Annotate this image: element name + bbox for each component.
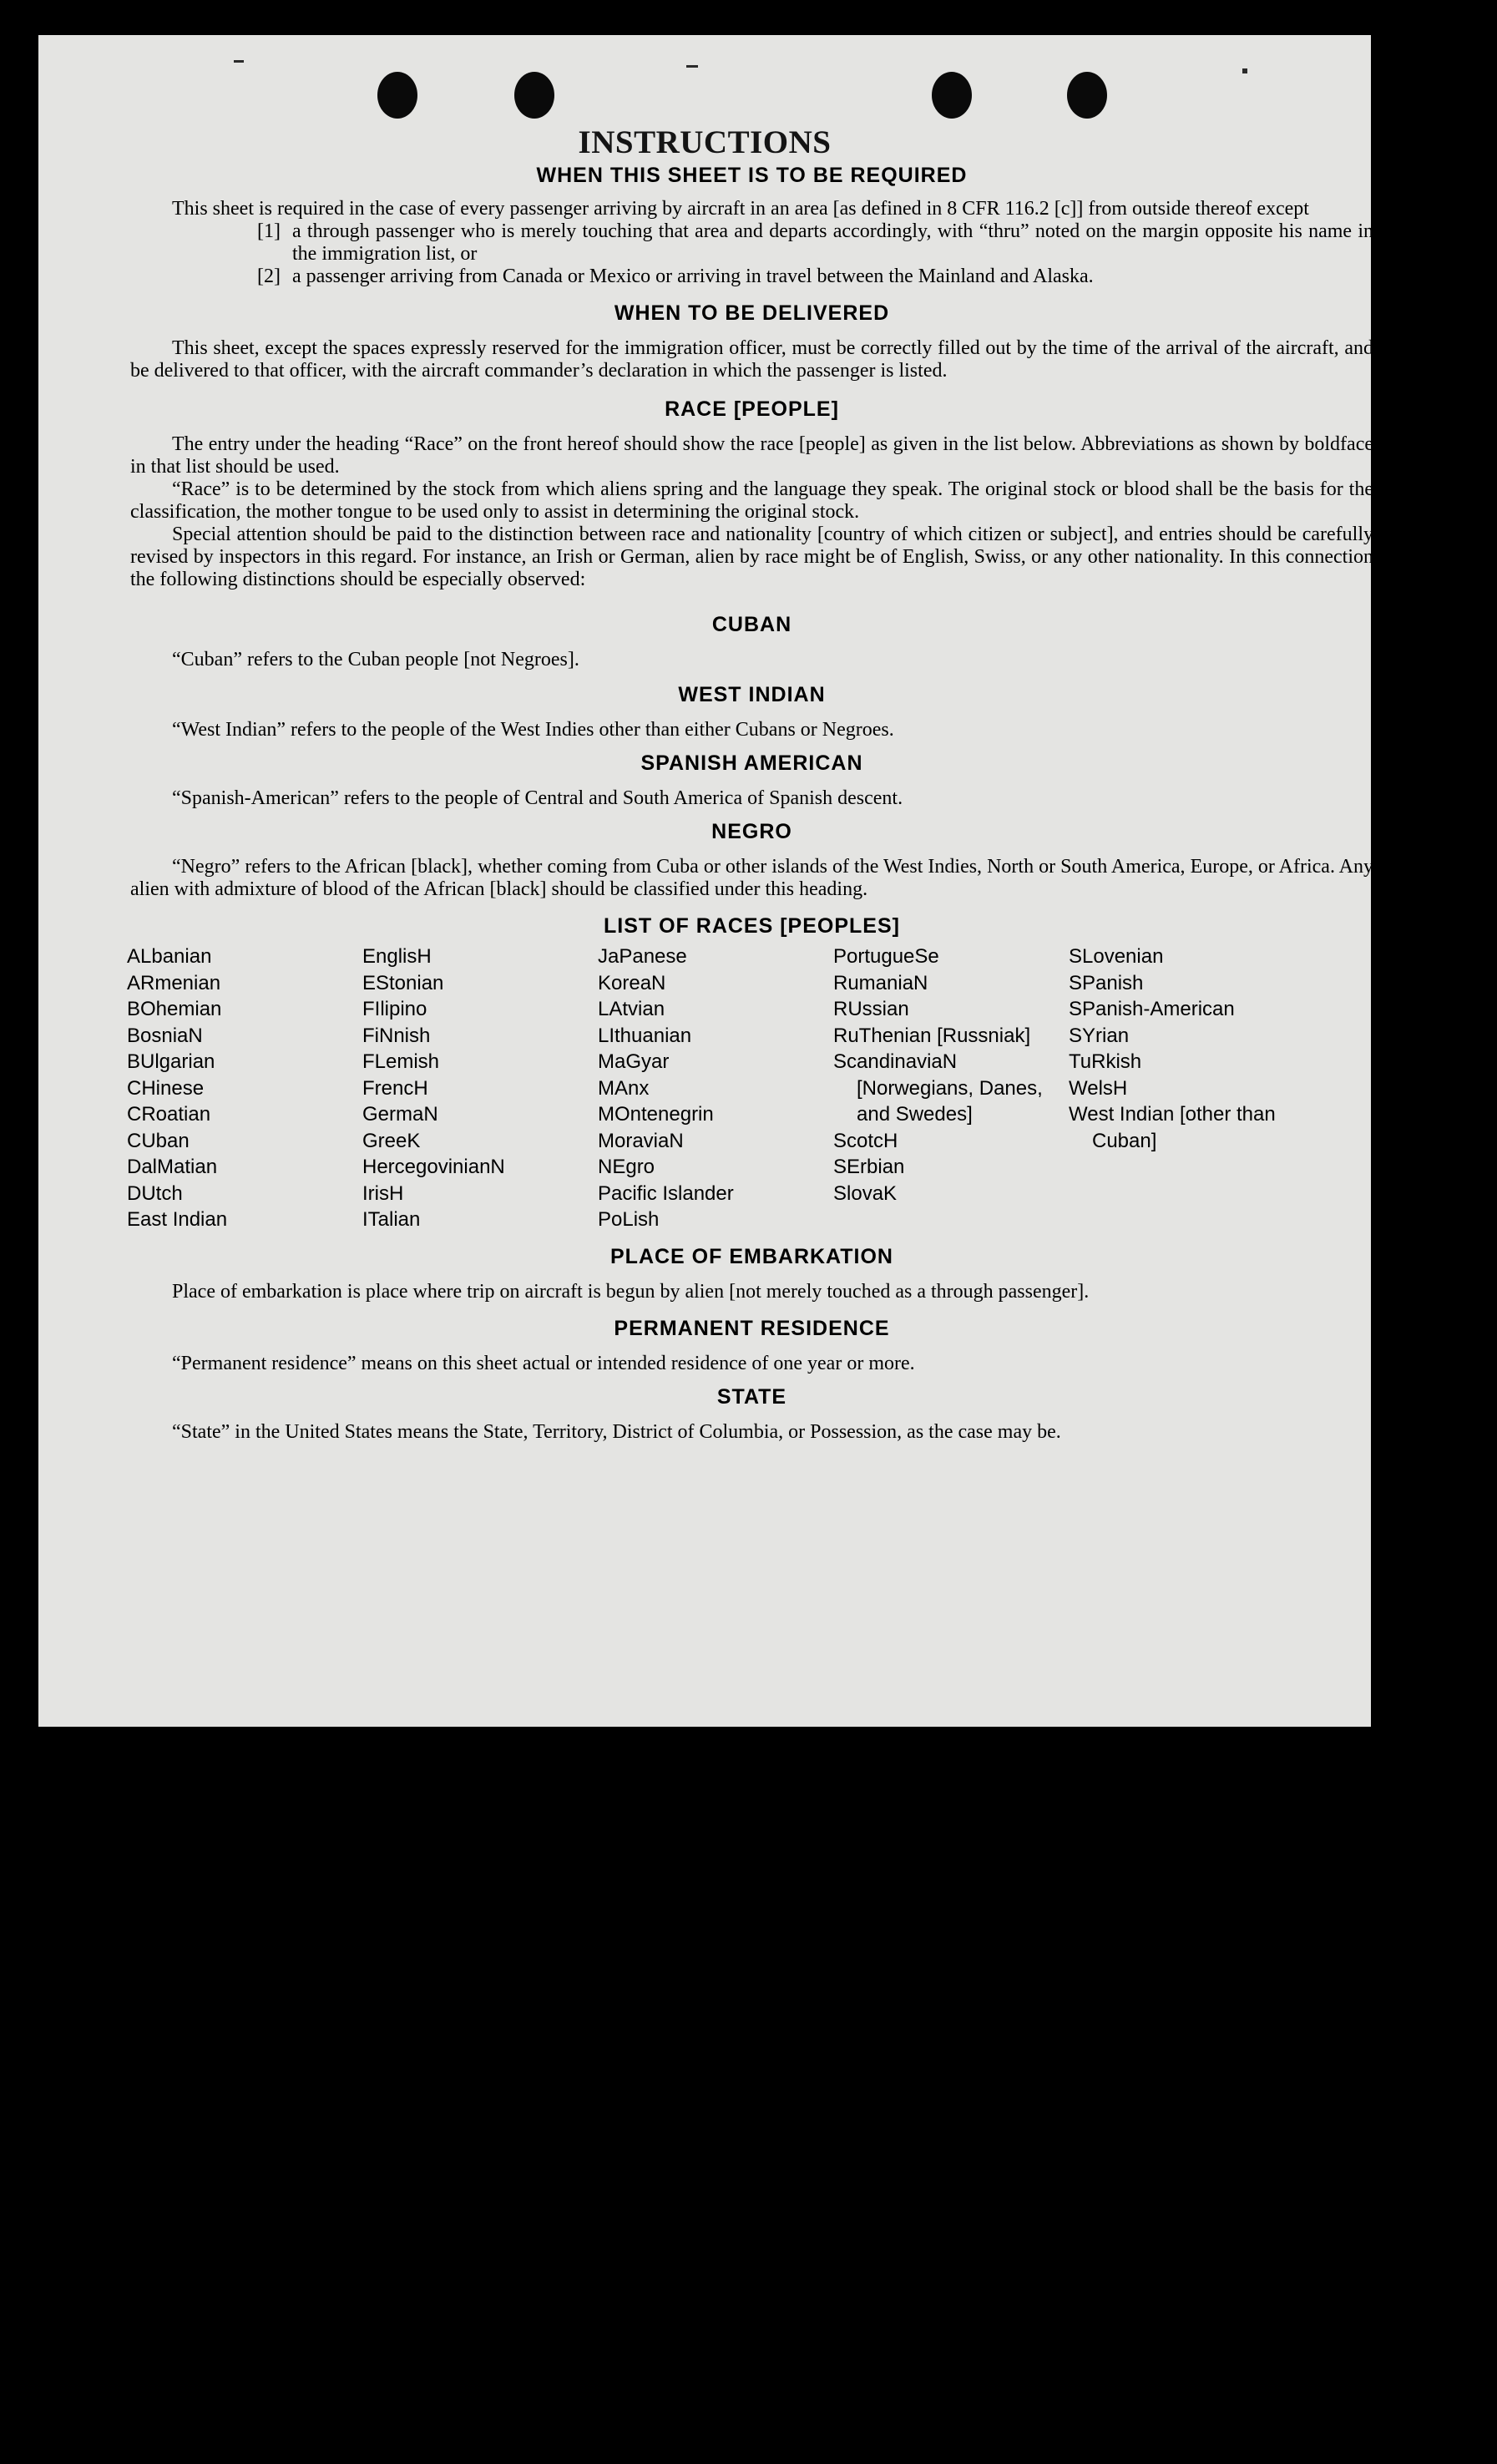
section-heading-permanent-residence: PERMANENT RESIDENCE xyxy=(614,1316,890,1340)
race-entry: Pacific Islander xyxy=(598,1181,734,1205)
race-entry: DUtch xyxy=(127,1181,183,1205)
when-required-text: This sheet is required in the case of every passenger arriving by aircraft in an area [as defined in 8 CFR 116.2 [c]] from outside thereof except xyxy=(172,198,1309,220)
race-entry: EStonian xyxy=(362,971,444,994)
race-paragraph: The entry under the heading “Race” on the front hereof should show the race [people] as given in the list below. Abbreviations as shown by boldface in that list should be used. xyxy=(130,433,1373,478)
race-entry: EnglisH xyxy=(362,945,432,968)
race-entry: SLovenian xyxy=(1069,945,1164,968)
section-heading-west-indian: WEST INDIAN xyxy=(678,683,826,706)
race-entry: PoLish xyxy=(598,1208,660,1231)
race-entry: BOhemian xyxy=(127,998,222,1020)
exception-item-number: [2] xyxy=(257,266,281,287)
scan-speck xyxy=(686,65,698,68)
race-entry: MAnx xyxy=(598,1076,650,1100)
race-entry: NEgro xyxy=(598,1156,655,1178)
scan-speck xyxy=(1242,68,1247,73)
section-heading-state: STATE xyxy=(716,1384,787,1409)
section-heading-when-delivered: WHEN TO BE DELIVERED xyxy=(614,301,890,325)
race-entry: IrisH xyxy=(362,1181,404,1205)
race-entry: ScotcH xyxy=(833,1129,898,1152)
race-entry: FIlipino xyxy=(362,998,427,1020)
race-column xyxy=(362,944,598,1233)
race-entry: SPanish xyxy=(1069,971,1144,994)
race-list xyxy=(127,944,1373,1233)
race-entry: FrencH xyxy=(362,1076,428,1100)
race-entry: LAtvian xyxy=(598,998,665,1020)
race-column xyxy=(598,944,833,1233)
exception-item-text: a passenger arriving from Canada or Mexico or arriving in travel between the Mainland and Alaska. xyxy=(292,266,1094,287)
race-entry: SYrian xyxy=(1069,1024,1130,1047)
punch-hole xyxy=(1067,72,1107,119)
race-paragraph: “Race” is to be determined by the stock from which aliens spring and the language they speak. The original stock or blood shall be the basis for the classification, the mother tongue to be used only to assist in determining the original stock. xyxy=(130,478,1373,523)
permanent-residence-text: “Permanent residence” means on this sheet actual or intended residence of one year or more. xyxy=(172,1352,915,1374)
race-entry: SlovaK xyxy=(833,1181,898,1205)
section-heading-negro: NEGRO xyxy=(711,820,792,843)
section-heading-list-of-races: LIST OF RACES [PEOPLES] xyxy=(604,914,900,938)
race-entry: DalMatian xyxy=(127,1156,218,1178)
race-entry: ALbanian xyxy=(127,945,212,968)
race-entry: ScandinaviaN [Norwegians, Danes, and Swedes] xyxy=(833,1050,1043,1126)
section-heading-race: RACE [PEOPLE] xyxy=(665,397,839,421)
race-entry: MoraviaN xyxy=(598,1129,684,1152)
cuban-text: “Cuban” refers to the Cuban people [not Negroes]. xyxy=(172,649,579,670)
race-column xyxy=(833,944,1069,1233)
section-heading-when-required: WHEN THIS SHEET IS TO BE REQUIRED xyxy=(536,164,968,187)
section-heading-embarkation: PLACE OF EMBARKATION xyxy=(610,1244,893,1268)
race-entry: PortugueSe xyxy=(833,945,939,968)
race-entry: RUssian xyxy=(833,998,909,1020)
race-entry: BUlgarian xyxy=(127,1050,215,1073)
embarkation-text: Place of embarkation is place where trip on aircraft is begun by alien [not merely touched as a through passenger]. xyxy=(172,1280,1090,1303)
spanish-american-text: “Spanish-American” refers to the people of Central and South America of Spanish descent. xyxy=(172,787,903,809)
race-entry: GreeK xyxy=(362,1129,421,1152)
race-column xyxy=(127,944,362,1233)
west-indian-text: “West Indian” refers to the people of the West Indies other than either Cubans or Negroes. xyxy=(172,719,894,741)
scan-speck xyxy=(234,60,244,63)
race-entry: MOntenegrin xyxy=(598,1103,714,1126)
punch-hole xyxy=(932,72,972,119)
race-entry: BosniaN xyxy=(127,1024,203,1047)
race-entry: CHinese xyxy=(127,1076,205,1100)
race-entry: HercegovinianN xyxy=(362,1156,505,1178)
race-entry: KoreaN xyxy=(598,971,666,994)
race-entry: CRoatian xyxy=(127,1103,211,1126)
race-entry: CUban xyxy=(127,1129,190,1152)
section-heading-spanish-american: SPANISH AMERICAN xyxy=(640,751,863,775)
race-entry: MaGyar xyxy=(598,1050,670,1073)
race-entry: ITalian xyxy=(362,1208,421,1231)
exception-item-number: [1] xyxy=(257,220,281,242)
when-delivered-text: This sheet, except the spaces expressly reserved for the immigration officer, must be correctly filled out by the time of the arrival of the aircraft, and be delivered to that officer, with the aircraft commander’s declaration in which the passenger is listed. xyxy=(130,337,1373,382)
race-paragraph: Special attention should be paid to the distinction between race and nationality [country of which citizen or subject], and entries should be carefully revised by inspectors in this regard. For instance, an Irish or German, alien by race might be of English, Swiss, or any other nationality. In this connection the following distinctions should be especially observed: xyxy=(130,524,1373,590)
race-entry: FLemish xyxy=(362,1050,440,1073)
state-text: “State” in the United States means the State, Territory, District of Columbia, or Possession, as the case may be. xyxy=(172,1420,1061,1443)
race-entry: RuThenian [Russniak] xyxy=(833,1024,1031,1047)
negro-text: “Negro” refers to the African [black], whether coming from Cuba or other islands of the West Indies, North or South America, Europe, or Africa. Any alien with admixture of blood of the African [black] should be classified under this heading. xyxy=(130,856,1373,900)
race-entry: SErbian xyxy=(833,1156,905,1178)
race-column xyxy=(1069,944,1373,1233)
section-heading-cuban: CUBAN xyxy=(711,613,792,636)
exception-item-text: a through passenger who is merely touching that area and departs accordingly, with “thru” noted on the margin opposite his name in the immigration list, or xyxy=(292,220,1373,265)
race-entry: ARmenian xyxy=(127,971,221,994)
exception-item xyxy=(257,266,1373,288)
race-entry: FiNnish xyxy=(362,1024,431,1047)
page-title: INSTRUCTIONS xyxy=(578,124,832,160)
race-entry: West Indian [other than Cuban] xyxy=(1069,1103,1276,1152)
punch-hole xyxy=(377,72,417,119)
race-entry: WelsH xyxy=(1069,1076,1128,1100)
punch-hole xyxy=(514,72,554,119)
race-entry: SPanish-American xyxy=(1069,998,1235,1020)
exception-item xyxy=(257,220,1373,266)
race-entry: TuRkish xyxy=(1069,1050,1142,1073)
race-entry: East Indian xyxy=(127,1208,228,1231)
race-entry: LIthuanian xyxy=(598,1024,692,1047)
instructions-body xyxy=(127,164,1373,1444)
race-entry: RumaniaN xyxy=(833,971,928,994)
race-entry: GermaN xyxy=(362,1103,438,1126)
race-entry: JaPanese xyxy=(598,945,687,968)
